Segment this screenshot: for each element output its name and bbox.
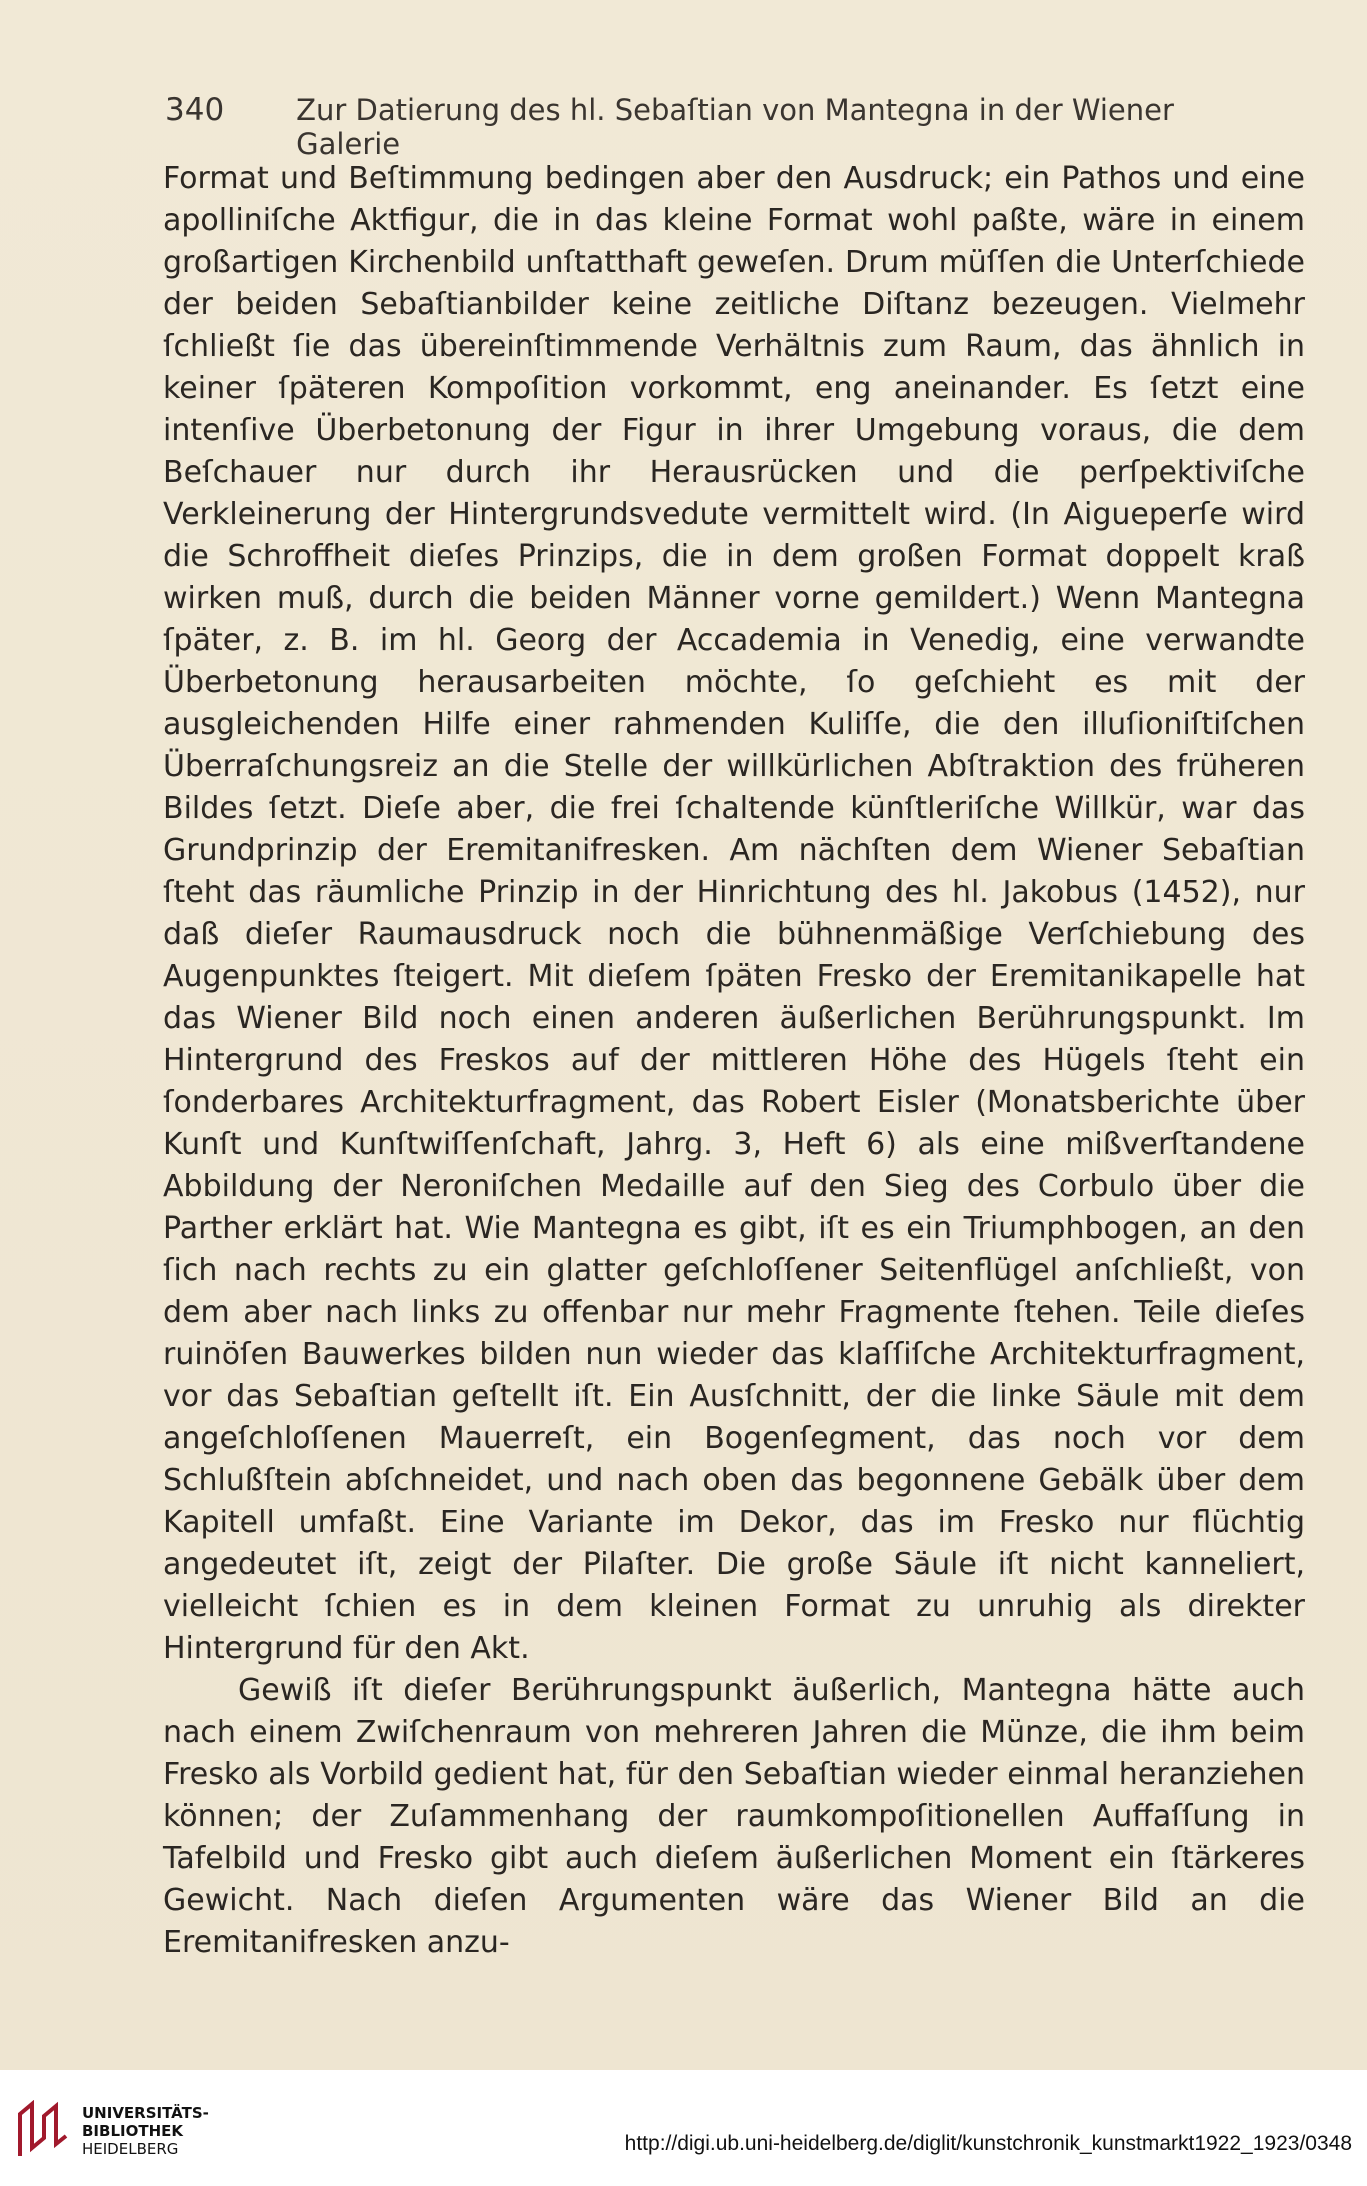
body-text [163, 158, 1305, 1964]
source-url[interactable]: http://digi.ub.uni-heidelberg.de/diglit/kunstchronik_kunstmarkt1922_1923/0348 [624, 2132, 1352, 2155]
library-name-line: HEIDELBERG [82, 2140, 179, 2158]
paragraph: Gewiß iſt dieſer Berührungspunkt äußerlich, Mantegna hätte auch nach einem Zwiſchenraum von mehreren Jahren die Münze, die ihm beim Fresko als Vorbild gedient hat, für den Sebaſtian wieder einmal heranziehen können; der Zuſammenhang der raumkompoſitionellen Auffaſſung in Tafelbild und Fresko gibt auch dieſem äußerlichen Moment ein ſtärkeres Gewicht. Nach dieſen Argumenten wäre das Wiener Bild an die Eremitanifresken anzu- [163, 1673, 1305, 1960]
running-header [165, 92, 1185, 161]
paragraph: Format und Beſtimmung bedingen aber den Ausdruck; ein Pathos und eine apolliniſche Aktfigur, die in das kleine Format wohl paßte, wäre in einem großartigen Kirchenbild unſtatthaft geweſen. Drum müſſen die Unterſchiede der beiden Sebaſtianbilder keine zeitliche Diſtanz bezeugen. Vielmehr ſchließt ſie das übereinſtimmende Verhältnis zum Raum, das ähnlich in keiner ſpäteren Kompoſition vorkommt, eng aneinander. Es ſetzt eine intenſive Überbetonung der Figur in ihrer Umgebung voraus, die dem Beſchauer nur durch ihr Herausrücken und die perſpektiviſche Verkleinerung der Hintergrundsvedute vermittelt wird. (In Aigueperſe wird die Schroffheit dieſes Prinzips, die in dem großen Format doppelt kraß wirken muß, durch die beiden Männer vorne gemildert.) Wenn Mantegna ſpäter, z. B. im hl. Georg der Accademia in Venedig, eine verwandte Überbetonung herausarbeiten möchte, ſo geſchieht es mit der ausgleichenden Hilfe einer rahmenden Kuliſſe, die den illuſioniſtiſchen Überraſchungsreiz an die Stelle der willkürlichen Abſtraktion des früheren Bildes ſetzt. Dieſe aber, die frei ſchaltende künſtleriſche Willkür, war das Grundprinzip der Eremitanifresken. Am nächſten dem Wiener Sebaſtian ſteht das räumliche Prinzip in der Hinrichtung des hl. Jakobus (1452), nur daß dieſer Raumausdruck noch die bühnenmäßige Verſchiebung des Augenpunktes ſteigert. Mit dieſem ſpäten Fresko der Eremitanikapelle hat das Wiener Bild noch einen anderen äußerlichen Berührungspunkt. Im Hintergrund des Freskos auf der mittleren Höhe des Hügels ſteht ein ſonderbares Architekturfragment, das Robert Eisler (Monatsberichte über Kunſt und Kunſtwiſſenſchaft, Jahrg. 3, Heft 6) als eine mißverſtandene Abbildung der Neroniſchen Medaille auf den Sieg des Corbulo über die Parther erklärt hat. Wie Mantegna es gibt, iſt es ein Triumphbogen, an den ſich nach rechts zu ein glatter geſchloſſener Seitenflügel anſchließt, von dem aber nach links zu offenbar nur mehr Fragmente ſtehen. Teile dieſes ruinöſen Bauwerkes bilden nun wieder das klaſſiſche Architekturfragment, vor das Sebaſtian geſtellt iſt. Ein Ausſchnitt, der die linke Säule mit dem angeſchloſſenen Mauerreſt, ein Bogenſegment, das noch vor dem Schlußſtein abſchneidet, und nach oben das begonnene Gebälk über dem Kapitell umfaßt. Eine Variante im Dekor, das im Fresko nur flüchtig angedeutet iſt, zeigt der Pilaſter. Die große Säule iſt nicht kanneliert, vielleicht ſchien es in dem kleinen Format zu unruhig als direkter Hintergrund für den Akt. [163, 161, 1305, 1666]
library-name-line: UNIVERSITÄTS- [82, 2104, 209, 2122]
library-name [82, 2104, 209, 2158]
library-logo-icon [14, 2100, 70, 2160]
running-title: Zur Datierung des hl. Sebaſtian von Mantegna in der Wiener Galerie [296, 93, 1174, 161]
page-number: 340 [165, 92, 225, 128]
library-name-line: BIBLIOTHEK [82, 2122, 183, 2140]
